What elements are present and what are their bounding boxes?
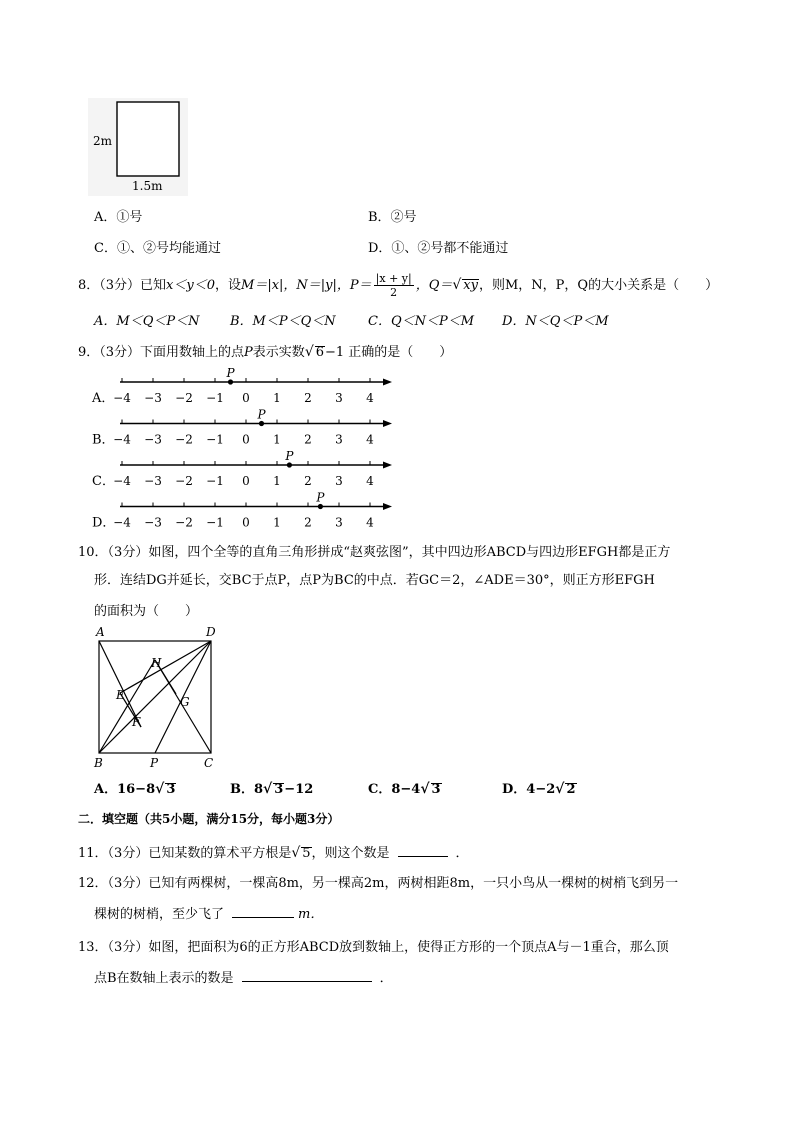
q9-tick-label: 2 bbox=[304, 474, 312, 488]
width-label: 1.5m bbox=[132, 179, 163, 193]
radical-sign-icon: √ bbox=[304, 344, 314, 360]
q8-option-a[interactable]: A．M＜Q＜P＜N bbox=[94, 314, 200, 329]
q8-mid: ，设 bbox=[215, 278, 242, 293]
q9-tick-label: 4 bbox=[366, 432, 374, 447]
q10-option-c[interactable] bbox=[368, 778, 442, 797]
q8-q-definition: ，Q＝ bbox=[415, 278, 453, 293]
q10-option-b-radicand: 3 bbox=[274, 782, 284, 797]
q8-option-c[interactable]: C．Q＜N＜P＜M bbox=[368, 314, 475, 329]
q9-tick-label: −4 bbox=[113, 391, 131, 405]
q9-option-label: D． bbox=[92, 515, 116, 531]
radical-sign-icon: √ bbox=[555, 781, 565, 797]
q9-tick-label: −2 bbox=[175, 474, 193, 488]
q10-option-d[interactable] bbox=[502, 778, 577, 797]
q10-option-a[interactable] bbox=[94, 778, 176, 797]
q13-line1: 13．（3分）如图，把面积为6的正方形ABCD放到数轴上，使得正方形的一个顶点A与－1重合，那么顶 bbox=[78, 940, 669, 955]
label-c: C bbox=[204, 756, 214, 770]
q9-axis-arrow-icon bbox=[383, 462, 392, 469]
q13-line2-a: 点B在数轴上表示的数是 bbox=[94, 971, 234, 986]
q9-option-label: B． bbox=[92, 432, 115, 448]
q9-tick-label: 1 bbox=[273, 432, 281, 447]
q9-stem-p: P bbox=[244, 345, 253, 360]
q9-tick-label: 1 bbox=[273, 474, 281, 488]
q8-option-b[interactable]: B．M＜P＜Q＜N bbox=[230, 314, 336, 329]
q8-prefix: 8．（3分）已知 bbox=[78, 278, 167, 293]
q9-stem bbox=[78, 341, 452, 360]
q9-tick-label: 0 bbox=[242, 515, 250, 530]
q9-stem-c: −1 正确的是（ ） bbox=[325, 345, 453, 360]
q9-point-label: P bbox=[226, 366, 235, 380]
q9-tick-label: 3 bbox=[335, 391, 343, 405]
q9-point bbox=[318, 504, 323, 509]
label-e: E bbox=[116, 688, 125, 702]
radical-sign-icon: √ bbox=[420, 781, 430, 797]
radical-sign-icon: √ bbox=[155, 781, 165, 797]
q9-tick-label: −1 bbox=[206, 474, 224, 488]
q9-tick-label: 0 bbox=[242, 391, 250, 405]
q10-option-a-radicand: 3 bbox=[166, 782, 176, 797]
q10-option-c-term: 8−4 bbox=[391, 782, 421, 797]
label-b: B bbox=[94, 756, 103, 770]
q10-option-a-prefix: A． bbox=[94, 782, 118, 797]
q9-point-label: P bbox=[316, 490, 325, 505]
q11-stem bbox=[78, 842, 469, 861]
q9-tick-label: −3 bbox=[144, 432, 162, 447]
label-h: H bbox=[151, 656, 162, 670]
q9-tick-label: −3 bbox=[144, 515, 162, 530]
q10-option-a-term: 16−8 bbox=[117, 782, 156, 797]
q8-fraction bbox=[374, 272, 414, 299]
q13-answer-blank[interactable] bbox=[242, 969, 372, 982]
q9-sqrt-body: 6 bbox=[315, 345, 325, 360]
q10-option-d-term: 4−2 bbox=[526, 782, 556, 797]
q8-stem bbox=[78, 272, 718, 299]
q13-line2-b: ． bbox=[379, 971, 393, 986]
q9-stem-a: 9．（3分）下面用数轴上的点 bbox=[78, 345, 245, 360]
q9-tick-label: −4 bbox=[113, 515, 131, 530]
label-d: D bbox=[206, 625, 216, 639]
q11-sqrt-body: 5 bbox=[302, 846, 311, 861]
q9-option-label: C． bbox=[92, 474, 115, 489]
q8-option-d[interactable]: D．N＜Q＜P＜M bbox=[502, 314, 609, 329]
q9-tick-label: −2 bbox=[175, 515, 193, 530]
q11-text-a: 11．（3分）已知某数的算术平方根是 bbox=[78, 846, 292, 861]
q9-tick-label: 4 bbox=[366, 474, 374, 488]
q9-axis-arrow-icon bbox=[383, 420, 392, 427]
q8-m-definition: M＝|x|，N＝|y|，P＝ bbox=[241, 278, 372, 293]
q7-option-d[interactable]: D．①、②号都不能通过 bbox=[368, 241, 509, 256]
q9-tick-label: −3 bbox=[144, 474, 162, 488]
q10-option-d-prefix: D． bbox=[502, 782, 527, 797]
q10-option-c-prefix: C． bbox=[368, 782, 392, 797]
q9-tick-label: 4 bbox=[366, 391, 374, 405]
q8-fraction-denominator: 2 bbox=[390, 286, 398, 299]
q10-line2: 形．连结DG并延长，交BC于点P，点P为BC的中点．若GC＝2，∠ADE＝30°，则正方形EFGH bbox=[94, 573, 655, 588]
q9-tick-label: 3 bbox=[335, 474, 343, 488]
q9-tick-label: 0 bbox=[242, 474, 250, 488]
q9-tick-label: −2 bbox=[175, 432, 193, 447]
q10-option-d-radicand: 2 bbox=[566, 782, 576, 797]
q10-option-b-prefix: B． bbox=[230, 782, 254, 797]
door-rectangle-figure bbox=[88, 98, 188, 196]
q9-axis-arrow-icon bbox=[383, 379, 392, 386]
q11-text-c: ． bbox=[455, 846, 469, 861]
q9-point bbox=[287, 462, 292, 467]
q11-answer-blank[interactable] bbox=[398, 844, 448, 857]
q10-line3: 的面积为（ ） bbox=[94, 604, 199, 619]
q9-tick-label: −1 bbox=[206, 432, 224, 447]
q9-tick-label: 2 bbox=[304, 432, 312, 447]
segment-b-h bbox=[99, 660, 155, 753]
label-g: G bbox=[180, 695, 190, 709]
q9-tick-label: −3 bbox=[144, 391, 162, 405]
q8-condition: x＜y＜0 bbox=[166, 278, 215, 293]
q9-tick-label: 2 bbox=[304, 515, 312, 530]
q9-tick-label: 0 bbox=[242, 432, 250, 447]
q10-option-b-tail: −12 bbox=[284, 782, 314, 797]
q10-option-b[interactable] bbox=[230, 778, 313, 797]
q9-point-label: P bbox=[285, 449, 294, 463]
height-label: 2m bbox=[93, 134, 113, 148]
section-title: 二．填空题（共5小题，满分15分，每小题3分） bbox=[78, 812, 340, 826]
q8-tail: ，则M，N，P，Q的大小关系是（ ） bbox=[478, 278, 719, 293]
radical-sign-icon: √ bbox=[263, 781, 273, 797]
q9-point bbox=[259, 421, 264, 426]
q9-tick-label: 2 bbox=[304, 391, 312, 405]
q10-option-b-term: 8 bbox=[254, 782, 264, 797]
q8-fraction-numerator: |x + y| bbox=[375, 272, 412, 285]
q9-stem-b: 表示实数 bbox=[252, 345, 305, 360]
q9-tick-label: 1 bbox=[273, 391, 281, 405]
q9-point bbox=[228, 379, 233, 384]
q9-tick-label: −4 bbox=[113, 432, 131, 447]
q12-line2 bbox=[94, 903, 323, 922]
q9-option-label: A． bbox=[92, 391, 115, 406]
q12-line2-b: m． bbox=[298, 907, 324, 922]
q7-option-b[interactable]: B．②号 bbox=[368, 210, 417, 225]
q13-line2 bbox=[94, 967, 393, 986]
q7-option-a[interactable]: A．①号 bbox=[94, 210, 143, 225]
q11-text-b: ，则这个数是 bbox=[311, 846, 390, 861]
label-a: A bbox=[96, 625, 105, 639]
label-f: F bbox=[132, 715, 141, 729]
q9-tick-label: 1 bbox=[273, 515, 281, 530]
q9-axis-arrow-icon bbox=[383, 503, 392, 510]
q9-tick-label: 3 bbox=[335, 432, 343, 447]
zhao-shuang-figure bbox=[92, 624, 222, 772]
q9-tick-label: −1 bbox=[206, 515, 224, 530]
label-p: P bbox=[150, 756, 159, 770]
q9-tick-label: −4 bbox=[113, 474, 131, 488]
q9-number-lines bbox=[88, 362, 408, 532]
radical-sign-icon: √ bbox=[291, 845, 301, 861]
q9-tick-label: −2 bbox=[175, 391, 193, 405]
radical-sign-icon: √ bbox=[452, 277, 462, 293]
q9-point-label: P bbox=[257, 407, 266, 422]
q9-tick-label: 4 bbox=[366, 515, 374, 530]
q7-option-c[interactable]: C．①、②号均能通过 bbox=[94, 241, 221, 256]
q8-sqrt-body: xy bbox=[463, 278, 478, 293]
q12-line1: 12．（3分）已知有两棵树，一棵高8m，另一棵高2m，两树相距8m，一只小鸟从一棵树的树梢飞到另一 bbox=[78, 876, 679, 891]
q9-tick-label: 3 bbox=[335, 515, 343, 530]
q12-answer-blank[interactable] bbox=[232, 905, 294, 918]
q9-tick-label: −1 bbox=[206, 391, 224, 405]
q10-option-c-radicand: 3 bbox=[431, 782, 441, 797]
q10-line1: 10．（3分）如图，四个全等的直角三角形拼成“赵爽弦图”，其中四边形ABCD与四边形EFGH都是正方 bbox=[78, 545, 671, 560]
q12-line2-a: 棵树的树梢，至少飞了 bbox=[94, 907, 225, 922]
